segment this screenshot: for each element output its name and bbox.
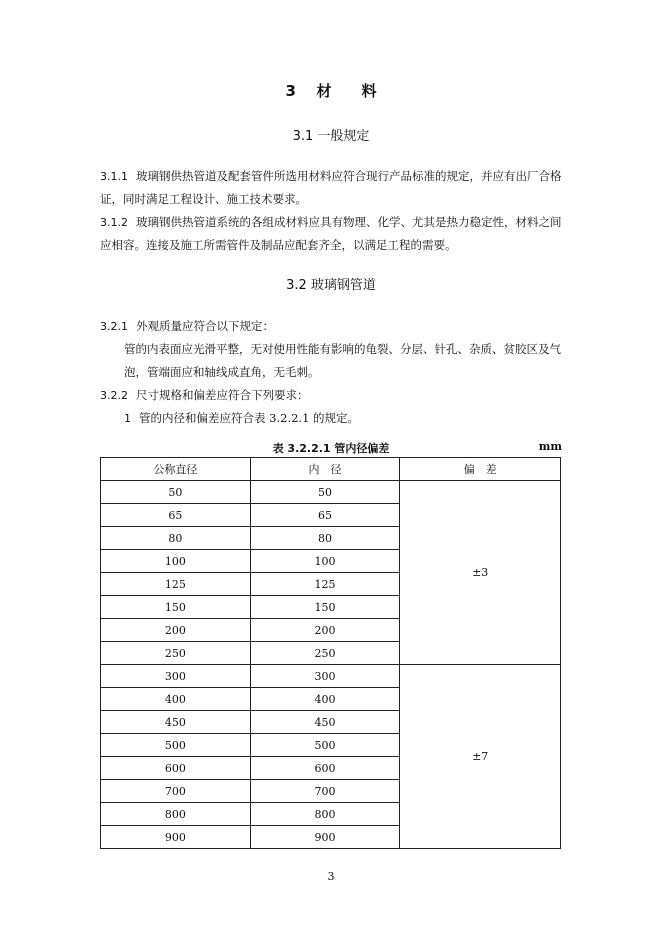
clause-3-2-2 xyxy=(100,384,562,407)
cell-nominal: 700 xyxy=(101,780,251,803)
cell-inner: 250 xyxy=(250,642,400,665)
clause-text: 玻璃钢供热管道系统的各组成材料应具有物理、化学、尤其是热力稳定性，材料之间应相容。连接及施工所需管件及制品应配套齐全，以满足工程的需要。 xyxy=(100,215,562,252)
clause-text: 外观质量应符合以下规定： xyxy=(136,319,274,333)
table-unit: mm xyxy=(538,440,562,453)
clause-number: 3.1.2 xyxy=(100,216,128,229)
chapter-title-char-1: 材 xyxy=(316,82,332,100)
cell-inner: 125 xyxy=(250,573,400,596)
cell-nominal: 400 xyxy=(101,688,251,711)
clause-3-2-1 xyxy=(100,315,562,338)
cell-nominal: 150 xyxy=(101,596,251,619)
table-title: 表 3.2.2.1 管内径偏差 xyxy=(272,442,390,455)
cell-nominal: 250 xyxy=(101,642,251,665)
cell-nominal: 500 xyxy=(101,734,251,757)
cell-inner: 65 xyxy=(250,504,400,527)
clause-number: 3.2.2 xyxy=(100,389,128,402)
cell-nominal: 100 xyxy=(101,550,251,573)
cell-inner: 150 xyxy=(250,596,400,619)
clause-3-2-1-body: 管的内表面应光滑平整，无对使用性能有影响的龟裂、分层、针孔、杂质、贫胶区及气泡，管端面应和轴线成直角，无毛刺。 xyxy=(124,342,561,379)
cell-inner: 500 xyxy=(250,734,400,757)
page-number: 3 xyxy=(327,870,335,883)
cell-inner: 700 xyxy=(250,780,400,803)
header-tolerance: 偏 差 xyxy=(400,458,561,481)
cell-inner: 300 xyxy=(250,665,400,688)
cell-nominal: 125 xyxy=(101,573,251,596)
clause-number: 3.1.1 xyxy=(100,170,128,183)
cell-inner: 50 xyxy=(250,481,400,504)
cell-nominal: 900 xyxy=(101,826,251,849)
item-text: 管的内径和偏差应符合表 3.2.2.1 的规定。 xyxy=(139,411,360,425)
cell-tolerance-group-2: ±7 xyxy=(400,665,561,849)
cell-nominal: 300 xyxy=(101,665,251,688)
table-row xyxy=(101,481,561,504)
cell-nominal: 450 xyxy=(101,711,251,734)
section-3-1-heading: 3.1 一般规定 xyxy=(292,129,370,144)
chapter-number: 3 xyxy=(285,82,296,100)
cell-nominal: 50 xyxy=(101,481,251,504)
cell-nominal: 200 xyxy=(101,619,251,642)
chapter-title xyxy=(0,80,662,101)
clause-3-2-2-item-1 xyxy=(100,407,562,430)
cell-tolerance-group-1: ±3 xyxy=(400,481,561,665)
cell-nominal: 80 xyxy=(101,527,251,550)
cell-inner: 80 xyxy=(250,527,400,550)
header-nominal-diameter: 公称直径 xyxy=(101,458,251,481)
clause-3-1-2 xyxy=(100,211,562,257)
cell-inner: 450 xyxy=(250,711,400,734)
table-row xyxy=(101,665,561,688)
chapter-title-char-2: 料 xyxy=(361,82,377,100)
clause-text: 尺寸规格和偏差应符合下列要求： xyxy=(136,388,309,402)
item-number: 1 xyxy=(124,412,131,425)
cell-nominal: 65 xyxy=(101,504,251,527)
cell-nominal: 600 xyxy=(101,757,251,780)
section-3-2-heading: 3.2 玻璃钢管道 xyxy=(286,278,376,293)
table-header-row xyxy=(101,458,561,481)
clause-3-1-1 xyxy=(100,165,562,211)
cell-inner: 400 xyxy=(250,688,400,711)
cell-nominal: 800 xyxy=(101,803,251,826)
cell-inner: 200 xyxy=(250,619,400,642)
cell-inner: 100 xyxy=(250,550,400,573)
cell-inner: 800 xyxy=(250,803,400,826)
diameter-tolerance-table xyxy=(100,457,561,849)
cell-inner: 600 xyxy=(250,757,400,780)
clause-text: 玻璃钢供热管道及配套管件所选用材料应符合现行产品标准的规定，并应有出厂合格证，同时满足工程设计、施工技术要求。 xyxy=(100,169,562,206)
cell-inner: 900 xyxy=(250,826,400,849)
header-inner-diameter: 内 径 xyxy=(250,458,400,481)
clause-number: 3.2.1 xyxy=(100,320,128,333)
